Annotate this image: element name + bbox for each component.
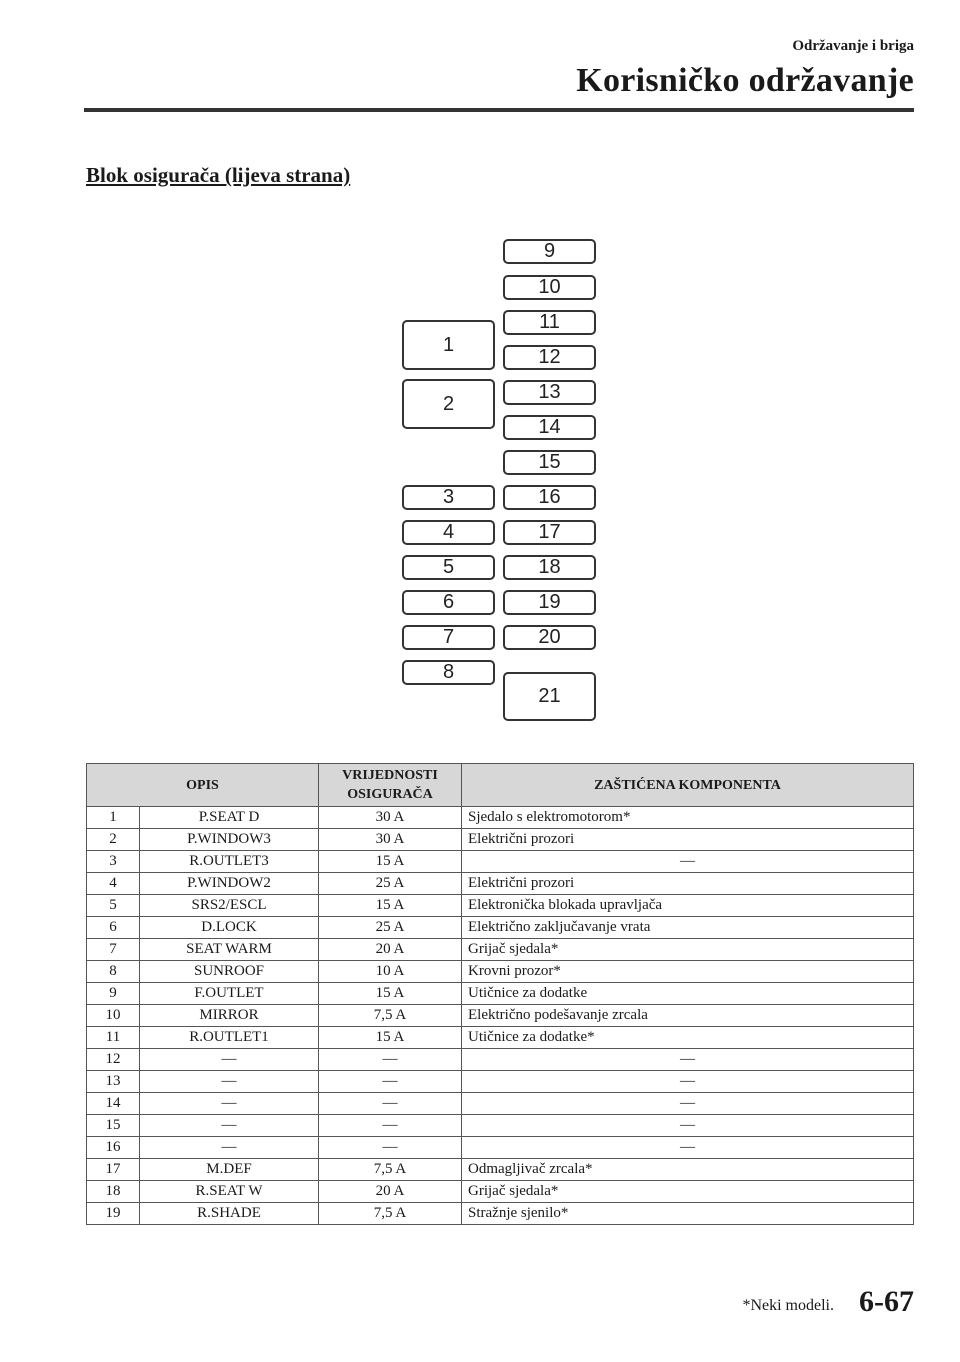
table-row bbox=[87, 1071, 914, 1093]
cell-value: 20 A bbox=[319, 1181, 462, 1203]
cell-number: 19 bbox=[87, 1203, 140, 1225]
fuse-8: 8 bbox=[402, 660, 495, 685]
cell-value: 15 A bbox=[319, 983, 462, 1005]
cell-value: — bbox=[319, 1115, 462, 1137]
cell-number: 4 bbox=[87, 873, 140, 895]
table-row bbox=[87, 895, 914, 917]
cell-opis: R.SEAT W bbox=[140, 1181, 319, 1203]
table-row bbox=[87, 917, 914, 939]
fuse-16: 16 bbox=[503, 485, 596, 510]
cell-opis: P.WINDOW2 bbox=[140, 873, 319, 895]
cell-number: 3 bbox=[87, 851, 140, 873]
fuse-10: 10 bbox=[503, 275, 596, 300]
cell-component: Grijač sjedala* bbox=[462, 939, 914, 961]
cell-number: 18 bbox=[87, 1181, 140, 1203]
cell-component: Krovni prozor* bbox=[462, 961, 914, 983]
fuse-14: 14 bbox=[503, 415, 596, 440]
cell-number: 8 bbox=[87, 961, 140, 983]
cell-component: — bbox=[462, 1115, 914, 1137]
cell-component: Grijač sjedala* bbox=[462, 1181, 914, 1203]
cell-number: 15 bbox=[87, 1115, 140, 1137]
cell-number: 1 bbox=[87, 807, 140, 829]
cell-value: 7,5 A bbox=[319, 1005, 462, 1027]
fuse-7: 7 bbox=[402, 625, 495, 650]
cell-component: Električni prozori bbox=[462, 829, 914, 851]
cell-component: Električno zaključavanje vrata bbox=[462, 917, 914, 939]
cell-value: 7,5 A bbox=[319, 1203, 462, 1225]
table-body bbox=[87, 807, 914, 1225]
cell-number: 17 bbox=[87, 1159, 140, 1181]
table-row bbox=[87, 1027, 914, 1049]
cell-opis: SUNROOF bbox=[140, 961, 319, 983]
cell-component: Utičnice za dodatke bbox=[462, 983, 914, 1005]
cell-opis: R.OUTLET3 bbox=[140, 851, 319, 873]
page-title: Korisničko održavanje bbox=[576, 62, 914, 99]
cell-component: Sjedalo s elektromotorom* bbox=[462, 807, 914, 829]
table-row bbox=[87, 1049, 914, 1071]
fuse-18: 18 bbox=[503, 555, 596, 580]
cell-number: 9 bbox=[87, 983, 140, 1005]
cell-opis: P.SEAT D bbox=[140, 807, 319, 829]
cell-component: — bbox=[462, 1071, 914, 1093]
fuse-4: 4 bbox=[402, 520, 495, 545]
fuse-13: 13 bbox=[503, 380, 596, 405]
cell-value: 25 A bbox=[319, 873, 462, 895]
cell-component: Stražnje sjenilo* bbox=[462, 1203, 914, 1225]
table-row bbox=[87, 829, 914, 851]
cell-value: 30 A bbox=[319, 807, 462, 829]
page-number: 6-67 bbox=[859, 1285, 914, 1318]
header-value-line2: OSIGURAČA bbox=[347, 787, 433, 802]
table-row bbox=[87, 1159, 914, 1181]
cell-opis: — bbox=[140, 1071, 319, 1093]
cell-number: 14 bbox=[87, 1093, 140, 1115]
footer-note: *Neki modeli. bbox=[742, 1297, 834, 1314]
fuse-1: 1 bbox=[402, 320, 495, 370]
cell-number: 7 bbox=[87, 939, 140, 961]
cell-opis: SEAT WARM bbox=[140, 939, 319, 961]
table-row bbox=[87, 1005, 914, 1027]
table-row bbox=[87, 807, 914, 829]
table-row bbox=[87, 983, 914, 1005]
table-row bbox=[87, 961, 914, 983]
table-header-row bbox=[87, 764, 914, 807]
table-row bbox=[87, 873, 914, 895]
cell-number: 2 bbox=[87, 829, 140, 851]
cell-opis: R.OUTLET1 bbox=[140, 1027, 319, 1049]
header-rule bbox=[84, 108, 914, 112]
fuse-17: 17 bbox=[503, 520, 596, 545]
fuse-3: 3 bbox=[402, 485, 495, 510]
fuse-6: 6 bbox=[402, 590, 495, 615]
cell-number: 16 bbox=[87, 1137, 140, 1159]
cell-number: 13 bbox=[87, 1071, 140, 1093]
cell-opis: M.DEF bbox=[140, 1159, 319, 1181]
cell-opis: SRS2/ESCL bbox=[140, 895, 319, 917]
cell-value: — bbox=[319, 1137, 462, 1159]
cell-value: 15 A bbox=[319, 851, 462, 873]
cell-opis: D.LOCK bbox=[140, 917, 319, 939]
cell-value: 10 A bbox=[319, 961, 462, 983]
cell-component: Utičnice za dodatke* bbox=[462, 1027, 914, 1049]
cell-value: 15 A bbox=[319, 895, 462, 917]
fuse-9: 9 bbox=[503, 239, 596, 264]
cell-opis: MIRROR bbox=[140, 1005, 319, 1027]
fuse-21: 21 bbox=[503, 672, 596, 721]
cell-opis: F.OUTLET bbox=[140, 983, 319, 1005]
table-row bbox=[87, 1181, 914, 1203]
cell-value: 30 A bbox=[319, 829, 462, 851]
cell-component: — bbox=[462, 1049, 914, 1071]
cell-component: — bbox=[462, 1137, 914, 1159]
cell-component: Električni prozori bbox=[462, 873, 914, 895]
cell-opis: — bbox=[140, 1093, 319, 1115]
cell-value: 25 A bbox=[319, 917, 462, 939]
cell-component: — bbox=[462, 1093, 914, 1115]
cell-value: — bbox=[319, 1049, 462, 1071]
table-row bbox=[87, 1203, 914, 1225]
cell-opis: — bbox=[140, 1115, 319, 1137]
cell-value: — bbox=[319, 1093, 462, 1115]
fuse-15: 15 bbox=[503, 450, 596, 475]
cell-number: 6 bbox=[87, 917, 140, 939]
cell-value: 15 A bbox=[319, 1027, 462, 1049]
table-row bbox=[87, 1137, 914, 1159]
fuse-2: 2 bbox=[402, 379, 495, 429]
fuse-table bbox=[86, 763, 914, 1225]
cell-number: 5 bbox=[87, 895, 140, 917]
table-row bbox=[87, 1115, 914, 1137]
cell-opis: R.SHADE bbox=[140, 1203, 319, 1225]
cell-opis: P.WINDOW3 bbox=[140, 829, 319, 851]
cell-component: Elektronička blokada upravljača bbox=[462, 895, 914, 917]
table-row bbox=[87, 1093, 914, 1115]
header-component: ZAŠTIĆENA KOMPONENTA bbox=[462, 764, 914, 807]
cell-opis: — bbox=[140, 1137, 319, 1159]
fuse-12: 12 bbox=[503, 345, 596, 370]
header-value-line1: VRIJEDNOSTI bbox=[342, 768, 438, 783]
table-row bbox=[87, 939, 914, 961]
fuse-11: 11 bbox=[503, 310, 596, 335]
header-value bbox=[319, 764, 462, 807]
cell-component: — bbox=[462, 851, 914, 873]
fuse-5: 5 bbox=[402, 555, 495, 580]
table-row bbox=[87, 851, 914, 873]
fuse-20: 20 bbox=[503, 625, 596, 650]
fuse-19: 19 bbox=[503, 590, 596, 615]
header-opis: OPIS bbox=[87, 764, 319, 807]
cell-opis: — bbox=[140, 1049, 319, 1071]
cell-value: — bbox=[319, 1071, 462, 1093]
cell-number: 10 bbox=[87, 1005, 140, 1027]
section-title: Blok osigurača (lijeva strana) bbox=[86, 163, 351, 187]
header-section: Održavanje i briga bbox=[792, 38, 914, 54]
cell-value: 20 A bbox=[319, 939, 462, 961]
cell-number: 11 bbox=[87, 1027, 140, 1049]
cell-number: 12 bbox=[87, 1049, 140, 1071]
cell-value: 7,5 A bbox=[319, 1159, 462, 1181]
cell-component: Električno podešavanje zrcala bbox=[462, 1005, 914, 1027]
cell-component: Odmagljivač zrcala* bbox=[462, 1159, 914, 1181]
